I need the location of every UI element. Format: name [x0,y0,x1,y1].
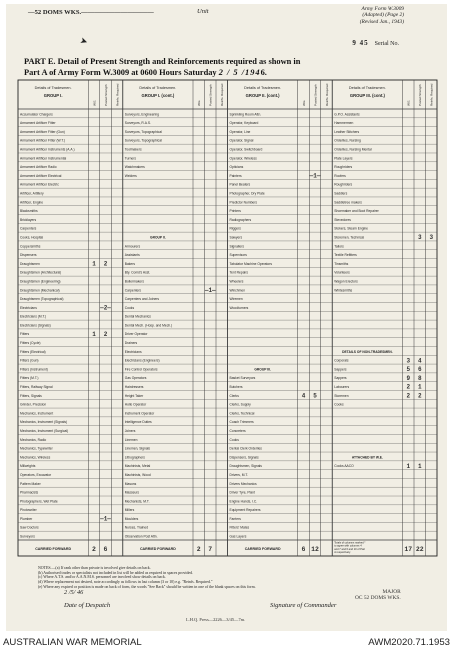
carried-value: 6 [103,546,108,553]
trade-label: Winchmen [229,288,246,293]
trade-label: Surveyors, R.A.S. [124,121,151,126]
trade-label: Hollo Operator [124,402,147,407]
written-entry: 2 [103,330,108,338]
written-entry: 1 [406,462,411,470]
carried-forward-label: CARRIED FORWARD [244,547,281,551]
trade-label: Accumulator Chargers [20,112,53,117]
trade-label: Tent Repairs [229,270,249,275]
written-entry: 1 [417,383,422,391]
trade-label: Masseurs [124,490,140,495]
group-header-prefix: Details of Tradesmen. [244,86,282,90]
trade-label: Storemen [334,393,349,398]
trade-label: Millwrights [20,464,36,469]
trade-label: Armament Artificer Radio [20,165,57,170]
trade-label: Roofers [334,173,346,178]
trade-label: GROUP II. [150,235,166,240]
trade-label: Gas Operators [124,376,147,381]
trade-label: Mechanics, Instrument (Signals) [20,420,68,425]
subcol-header: Reinfs. Required [324,83,329,106]
trade-label: Moulders [124,516,139,521]
trade-label: G.P.O. Assistants [334,112,360,117]
trade-label: Volunteers [334,270,350,275]
trade-label: Storemen, Technical [334,235,365,240]
trade-label: Nurses, Trained [124,525,149,530]
group-header-prefix: Details of Tradesmen. [348,86,386,90]
trade-label: Photographer, Dry Plate [229,191,265,196]
trade-label: Coppersmiths [20,244,41,249]
trade-label: Driver Tyre, Plant [229,490,255,495]
trade-label: Fitters [20,332,30,337]
trade-label: Panel Beaters [229,182,251,187]
trade-label: Wagon Erectors [334,279,358,284]
trade-label: DETAILS OF NON-TRADESMEN. [342,349,393,354]
trade-label: Fitters (M.T.) [20,376,39,381]
carried-value: 7 [208,546,213,553]
caption-accession: AWM2020.71.1953 [368,637,450,648]
title-line-2: Part A of Army Form W.3009 at 0600 Hours Saturday 2 / 5 /1946. [24,68,267,77]
trade-label: Stevedores [334,217,351,222]
trade-label: Surveyors, Topographical [124,129,162,134]
archive-caption [0,633,454,653]
totals-note: Totals of columns marked * [334,541,366,545]
subcol-header: Reinfs. Required [115,83,120,106]
subcol-header: Posted Strength [418,84,423,106]
signature-label: Signature of Commander [270,602,337,609]
trade-label: Saddlers [334,191,348,196]
caption-institution: AUSTRALIAN WAR MEMORIAL [3,637,142,648]
trade-label: Dental Mech. (Hosp. and Mech.) [124,323,173,328]
trade-label: Concreters [229,428,246,433]
trade-label: Draughtsmen (Engineering) [20,279,61,284]
written-entry: —1— [204,286,216,294]
trade-label: Operators, Excavator [20,472,52,477]
trade-label: Machinists, Metal [124,464,151,469]
trade-label: Draughtsmen [20,261,40,266]
trade-label: Electricians (Signals) [20,323,51,328]
trade-label: Cooks [124,305,135,310]
subcol-header: W.E. [197,99,202,106]
written-entry: 2 [406,392,411,400]
trade-label: Gas Layers [229,534,247,539]
trade-label: Equipment Repairers [229,508,261,513]
trade-label: Shoemaker and Boot Repairer [334,209,379,214]
trade-label: Driver Operator [124,332,148,337]
trade-label: Electricians (M.T.) [20,314,47,319]
trade-label: Bty. Comd's Asst. [124,270,151,275]
trade-label: Dispensers, Signals [229,455,259,460]
trade-label: Riggers [229,226,241,231]
trade-label: Photowriter [20,508,37,513]
trade-label: Fire Control Operators [124,367,158,372]
totals-note: A respectively. [334,551,351,555]
trade-label: Armament Artificer Fitter [20,121,56,126]
trade-label: GROUP III. [254,367,271,372]
trade-label: Bakers [124,261,136,266]
written-entry: —1— [100,515,111,523]
trade-label: ATTACHED BY W.E. [351,455,383,460]
trade-label: Cooks [229,437,239,442]
trade-label: Grinder, Precision [20,402,47,407]
written-entry: 4 [301,392,306,400]
trade-label: Height Taker [124,393,144,398]
trade-label: Pharmacists [20,490,39,495]
trade-label: Clerks [229,393,239,398]
carried-forward-label: CARRIED FORWARD [35,547,72,551]
written-entry: 1 [417,462,422,470]
written-entry: 2 [417,392,422,400]
form-title: Army Form W.3009 [361,6,404,12]
trade-label: Toolmakers [124,147,142,152]
commander-stamp: MAJOR OC 52 DOMS WKS. [355,589,401,601]
trade-label: Labourers [334,385,350,390]
trade-label: Masons [124,481,137,486]
form-revision: (Revised Jan., 1943) [359,18,404,25]
footer-notes [38,566,256,590]
trade-label: Millers [124,508,135,513]
trade-label: Carpenters [20,226,37,231]
trade-label: Leather Stitchers [334,129,360,134]
despatch-label: Date of Despatch [64,602,111,609]
trade-label: Cooks [334,402,344,407]
trade-label: Intelligence Duties [124,420,152,425]
trade-label: Carpenters [124,288,142,293]
trade-label: Draughtsmen (Architectural) [20,270,62,275]
trade-label: Draughtsmen (Mechanical) [20,288,60,293]
trade-label: Observation Post Attn. [124,534,158,539]
trade-label: Mechanics, Typewriter [20,446,53,451]
trade-label: Fitters (Gun) [20,358,39,363]
trade-label: Sprinkling Room Attn. [229,112,262,117]
trade-label: Wiremen [229,297,243,302]
group-header-title: GROUP II. (cont.) [245,93,280,98]
trade-label: Joiners [124,428,136,433]
trade-label: Artificer, Engine [20,200,44,205]
trade-label: Drainers [124,341,138,346]
trade-label: Sawyers [229,235,243,240]
written-entry: 2 [103,260,108,268]
trade-label: Roughriders [334,182,353,187]
trade-label: Orderlies, Nursing [334,138,361,143]
written-entry: 3 [429,234,434,242]
serial-value: 9 45 [352,39,369,47]
carried-value: 2 [196,546,201,553]
trade-label: Drivers, M.T. [229,472,248,477]
trade-label: Corporals [334,358,349,363]
trade-label: Electricians (Engineers) [124,358,160,363]
subcol-header: Reinfs. Required [220,83,225,106]
trade-label: Armament Artificer Fitter (W.T.) [20,138,66,143]
trade-label: Watchmakers [124,165,145,170]
totals-note: to agree with columns 4 [334,544,362,548]
written-entry: 6 [417,366,422,374]
trade-label: Armament Artificer Instruments (A.A.) [20,147,75,152]
trade-label: Orderlies, Nursing Mental [334,147,372,152]
note-d: (d) Where replacement not desired, note accordingly as follows in last column (3 or 10) e.g. "Reinfs. Required." [38,580,213,585]
totals-note: and 7 and 6 and 10 of Part [334,547,365,551]
trade-label: Armament Artificer Electrical [20,173,62,178]
subcol-header: W.E. [406,99,411,106]
written-entry: 4 [417,357,422,365]
trade-label: Draughtsmen, Signals [229,464,262,469]
trade-label: Artificer, Artillery [20,191,44,196]
trade-label: Draughtsmen (Topographical) [20,297,64,302]
subcol-header: W.E. [92,99,97,106]
trade-label: Butchers [229,385,243,390]
trade-label: Tabulator Machine Operators [229,261,273,266]
trade-label: Operator, Switchboard [229,147,263,152]
trade-label: Clerks, Supply [229,402,251,407]
trade-label: Hairdressers [124,385,144,390]
trade-label: Mechanics, Instrument [20,411,54,416]
note-e: (e) Where any expired or position is made on back of form, the words "See Back" should be written in one of the blank spaces on this form. [38,584,256,589]
trade-label: Welders [124,173,137,178]
trade-label: Fitters, Signals [20,393,42,398]
trade-label: Clerks, Technical [229,411,255,416]
group-header-title: GROUP I. [43,93,63,98]
trade-label: Operator, Keyboard [229,121,259,126]
subcol-header: Posted Strength [103,84,108,106]
trade-label: Sappers [334,376,347,381]
trade-label: Cooks AACO [334,464,354,469]
trade-label: Carpenters and Joiners [124,297,160,302]
group-header-prefix: Details of Tradesmen. [139,86,177,90]
trade-label: Printers [229,209,241,214]
trade-label: Tinsmiths [334,261,349,266]
note-c: (c) Where A.T.S. and/or A.A.N.M.S. personnel are involved show details on back. [38,575,166,580]
note-b: (b) Authorised trades or specialists not included in list will be added as required in spaces provided. [38,570,194,575]
trade-label: Boilermakers [124,279,144,284]
note-a: NOTES.—(a) If rank other than private is involved give details on back. [38,566,151,570]
trade-label: Lithographers [124,455,145,460]
print-reference: L.H.Q. Press—2226—3/45—7m. [186,617,246,622]
trade-label: Mechanics, Instrument (Surgical) [20,428,69,433]
trade-label: Saddletree makers [334,200,362,205]
trade-label: Linemen [124,437,138,442]
pin-mark-icon: ➤ [78,35,90,48]
trade-label: Electricians [124,349,142,354]
trade-label: Radiographers [229,217,252,222]
trade-label: Dispensers [20,253,37,258]
trade-label: Drivers Mechanics [229,481,257,486]
trade-label: Mechanics, Wireless [20,455,51,460]
trade-label: Farriers [229,516,241,521]
subcol-header: Reinfs. Required [429,83,434,106]
carried-forward-label: CARRIED FORWARD [139,547,176,551]
trade-label: Plate Layers [334,156,353,161]
trade-label: Instrument Operator [124,411,155,416]
trade-label: Operator, Wireless [229,156,257,161]
serial-label: Serial No. [374,41,399,47]
trade-label: Signallers [229,244,244,249]
trade-label: Woodturners [229,305,249,310]
trade-label: Machinists, Wood [124,472,151,477]
written-entry: 3 [417,234,422,242]
trade-label: Electricians [20,305,37,310]
carried-value: 2 [92,546,96,553]
written-entry: 8 [417,374,422,382]
trade-label: Bricklayers [20,217,37,222]
written-entry: 1 [92,260,96,268]
trade-label: Opticians [229,165,244,170]
trade-label: Textile Refitters [334,253,357,258]
trade-label: Surveyors, Engineering [124,112,160,117]
trade-label: Dental Clerk Orderlies [229,446,262,451]
trade-label: Fitters (Instrument) [20,367,48,372]
carried-value: 6 [301,546,306,553]
group-header-title: GROUP III. (cont.) [349,93,385,98]
carried-value: 22 [415,546,424,553]
trade-label: Armament Artificer Instrumental [20,156,67,161]
written-entry: 1 [92,330,96,338]
title-line-1: PART E. Detail of Present Strength and Reinforcements required as shown in [24,57,301,66]
trade-label: Armourers [124,244,141,249]
trade-label: Operator, Line [229,129,251,134]
carried-value: 12 [311,546,319,553]
trade-label: Stokers, Steam Engine [334,226,368,231]
trade-label: Fitters, Railway Signal [20,385,53,390]
trade-label: Tailors [334,244,344,249]
trade-label: Supervisors [229,253,247,258]
carried-value: 17 [404,546,413,553]
group-header-prefix: Details of Tradesmen. [34,86,72,90]
trade-label: Fitters (Cycle) [20,341,41,346]
trade-label: Turners [124,156,136,161]
trade-label: Plumber [20,516,33,521]
trade-label: Mechanics, Radio [20,437,47,442]
trade-label: Coach Trimmers [229,420,254,425]
trade-label: Mechanists, M.T. [124,499,150,504]
written-entry: 3 [406,357,411,365]
trade-label: Linemen, Signals [124,446,151,451]
title-date: 2 / 5 /194 [218,68,261,77]
trade-label: Basket Surveyors [229,376,256,381]
trade-label: Painters [229,173,242,178]
unit-label: Unit [197,8,209,15]
trade-label: Whitesmiths [334,288,353,293]
trade-label: Saw Doctors [20,525,39,530]
written-entry: —1— [309,172,321,180]
trade-label: Dental Mechanics [124,314,151,319]
trade-label: Blacksmiths [20,209,38,214]
trade-label: Operator, Signal [229,138,254,143]
trade-label: Armament Artificer Fitter (Gun) [20,129,65,134]
trade-label: Pattern Maker [20,481,41,486]
trade-label: Sappers [334,367,347,372]
trade-label: Fitters (Electrical) [20,349,46,354]
trade-label: Assistants [124,253,140,258]
trade-label: Roughriders [334,165,353,170]
trade-label: Predictor Numbers [229,200,257,205]
trade-label: Hammermen [334,121,354,126]
trade-label: Surveyors [20,534,35,539]
written-entry: 5 [313,392,317,400]
trade-label: Armament Artificer Electric [20,182,59,187]
subcol-header: W.E. [301,99,306,106]
trade-label: Engine Hands, I.C. [229,499,258,504]
trade-label: Surveyors, Topographical [124,138,162,143]
trade-label: Photographers, Wet Plate [20,499,58,504]
trade-label: Cooks, Hospital [20,235,44,240]
subcol-header: Posted Strength [208,84,213,106]
written-entry: 5 [406,366,411,374]
trade-label: Fitters' Mates [229,525,250,530]
written-entry: —2— [100,304,111,312]
subcol-header: Posted Strength [313,84,318,106]
despatch-date: 2 /5/ 46 [64,589,84,596]
written-entry: 2 [406,383,411,391]
unit-name: —52 DOMS WKS.——————————— [28,9,154,16]
form-subtitle: (Adapted) (Page 2) [362,12,404,19]
group-header-title: GROUP I. (cont.) [141,93,175,98]
written-entry: 9 [406,374,411,382]
trade-label: Wheelers [229,279,244,284]
